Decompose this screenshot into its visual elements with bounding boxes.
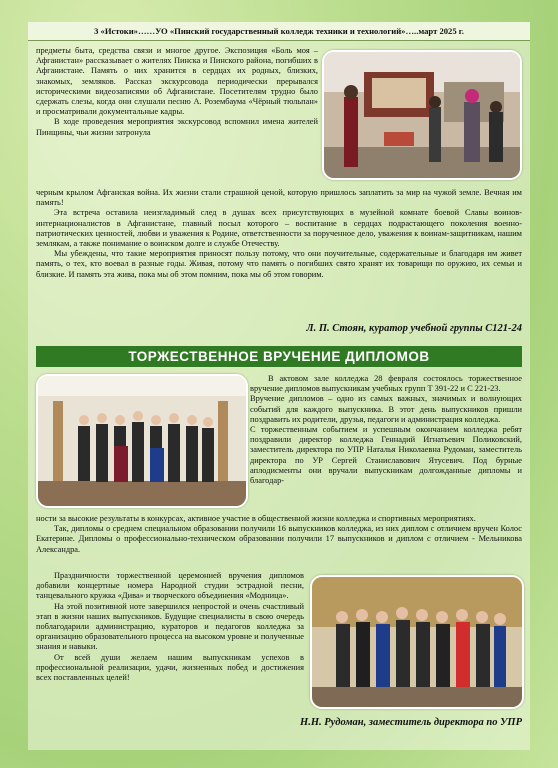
museum-visit-photo — [322, 50, 522, 180]
article1-column-text — [36, 46, 318, 138]
ceremony-photo-image — [312, 577, 522, 707]
article2-paragraph-2: Вручение дипломов – одно из самых важных, значимых и волнующих событий для каждого выпускника. В этот день выпускников пришли поздравить их родители, друзья, педагоги и администрация колледжа. — [250, 394, 522, 424]
article1-paragraph-1: предметы быта, средства связи и многое другое. Экспозиция «Боль моя – Афганистан» рассказывает о жителях Пинска и Пинского района, погибших в Афганистане. Память о них хранится в сердцах их родных, близких, знакомых, земляков. Рассказ экскурсовода периодически прерывался историческими видеозаписями об Афганистане. Посетителям трудно было сдержать слезы, когда они слушали песню А. Розембаума «Чёрный тюльпан» и просматривали документальные кадры. — [36, 46, 318, 117]
article2-paragraph-7: От всей души желаем нашим выпускникам успехов в профессиональной реализации, удачи, жизненных побед и достижения всех поставленных целей! — [36, 652, 304, 683]
article2-left-column — [36, 571, 304, 683]
article2-paragraph-6: На этой позитивной ноте завершился непростой и очень счастливый этап в жизни наших выпускников. Будущие специалисты в свою очередь поблагодарили администрацию, кураторов и педагогов колледжа за организацию образовательного процесса на высоком уровне и полученные знания и навыки. — [36, 601, 304, 652]
article2-right-column — [250, 374, 522, 486]
article2-paragraph-4: Так, дипломы о среднем специальном образовании получили 16 выпускников колледжа, из них диплом с отличием вручен Колос Екатерине. Дипломы о профессионально-техническом образовании получили 17 выпускников и диплом с отличием - Мельникова Александра. — [36, 524, 522, 554]
museum-photo-image — [324, 52, 520, 178]
graduation-ceremony-photo — [310, 575, 524, 709]
article1-signature: Л. П. Стоян, куратор учебной группы С121-24 — [306, 323, 522, 334]
article2-full-width — [36, 514, 522, 555]
graduation-photo-image — [38, 376, 246, 506]
article1-body — [36, 188, 522, 280]
article1-paragraph-2a: В ходе проведения мероприятия экскурсовод вспомнил имена жителей Пинщины, чьи жизни затронула — [36, 117, 318, 137]
article2-signature: Н.Н. Рудоман, заместитель директора по УПР — [300, 717, 522, 728]
article1-paragraph-3: Эта встреча оставила неизгладимый след в душах всех присутствующих в музейной комнате боевой Славы воинов-интернационалистов в Афганистане, главный посыл которого – воспитание в сердцах подрастающего поколения военно-патриотических ценностей, любви и уважения к Родине, ответственности за порученное дело, уважения к воинам-защитникам, нашим землякам, а также понимание о воинском долге и службе Отечеству. — [36, 208, 522, 249]
article1-paragraph-4: Мы убеждены, что такие мероприятия приносят пользу потому, что они поучительные, содержательные и благодаря им живет память, о тех, кто воевал в разные годы. Живая, потому что память о погибших свято хранят их товарищи по оружию, их семьи и близкие. И память эта жива, пока мы об этом помним, пока мы об этом говорим. — [36, 249, 522, 279]
article2-paragraph-1: В актовом зале колледжа 28 февраля состоялось торжественное вручение дипломов выпускникам учебных групп Т 391-22 и С 221-23. — [250, 374, 522, 394]
graduation-group-photo — [36, 374, 248, 508]
article2-paragraph-3b: ности за высокие результаты в конкурсах, активное участие в общественной жизни колледжа и спортивных мероприятиях. — [36, 514, 476, 523]
page-header: 3 «Истоки»……УО «Пинский государственный колледж техники и технологий»…..март 2025 г. — [28, 22, 530, 41]
article1-paragraph-2b: черным крылом Афганская война. Их жизни стали страшной ценой, которую пришлось заплатить за мир на чужой земле. Вечная им память! — [36, 188, 522, 208]
article2-paragraph-3a: С торжественным событием и успешным окончанием колледжа ребят поздравили директор колледжа Геннадий Игнатьевич Поликовский, заместитель директора по УПР Наталья Николаевна Рудоман, заместитель директора по УР Сергей Станиславович Ятусевич. Под бурные аплодисменты они вручали выпускникам долгожданные дипломы и благодар- — [250, 425, 522, 486]
article2-paragraph-5: Праздничности торжественной церемонией вручения дипломов добавили концертные номера Народной студии эстрадной песни, танцевального кружка «Дива» и творческого объединения «Модница». — [36, 571, 304, 601]
article2-title: ТОРЖЕСТВЕННОЕ ВРУЧЕНИЕ ДИПЛОМОВ — [36, 346, 522, 367]
